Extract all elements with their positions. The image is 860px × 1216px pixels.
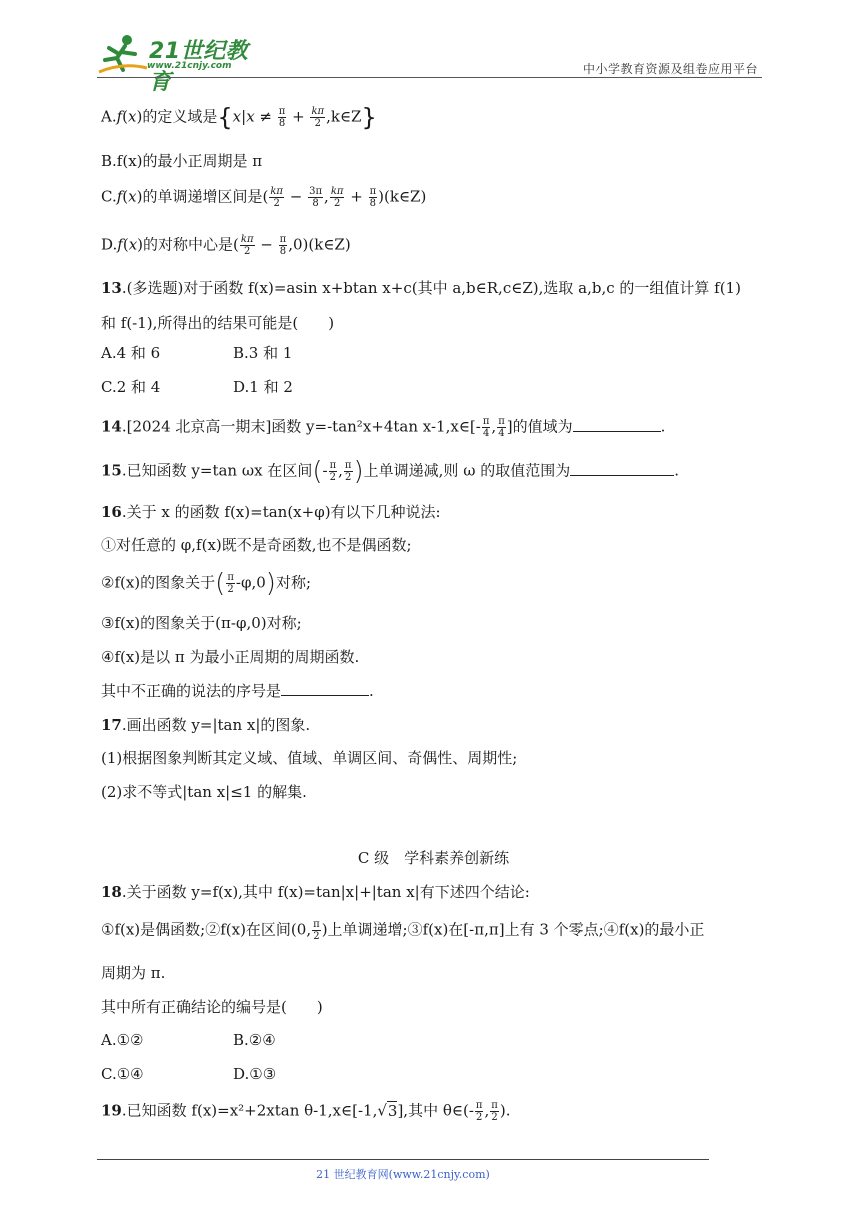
q16-number: 16: [101, 503, 122, 521]
q14: 14.[2024 北京高一期末]函数 y=-tan²x+4tan x-1,x∈[- $\frac{\pi}{4}$ , $\frac{\pi}{4}$ ]的值域为 .: [101, 416, 666, 439]
option-d-tail: ,0)(k∈Z): [288, 235, 351, 254]
q17-part-2: (2)求不等式|tan x|≤1 的解集.: [101, 783, 307, 801]
q18-conclusions: ①f(x)是偶函数;②f(x)在区间(0, $\frac{\pi}{2}$ )上单调递增;③f(x)在[-π,π]上有 3 个零点;④f(x)的最小正: [101, 919, 705, 942]
q17-part-1: (1)根据图象判断其定义域、值域、单调区间、奇偶性、周期性;: [101, 749, 518, 767]
q13-line2: 和 f(-1),所得出的结果可能是( ): [101, 314, 335, 332]
option-a-text: 的定义域是: [142, 107, 218, 126]
platform-name: 中小学教育资源及组卷应用平台: [582, 62, 758, 76]
footer-divider: [97, 1159, 709, 1160]
q18-option-d: D.①③: [233, 1065, 277, 1083]
q19-number: 19: [101, 1101, 122, 1120]
logo: [97, 32, 267, 95]
q18-option-c: C.①④: [101, 1065, 144, 1083]
option-c-tail: (k∈Z): [384, 187, 427, 206]
q19: 19.已知函数 f(x)=x²+2xtan θ-1,x∈[-1,√3],其中 θ∈(- $\frac{\pi}{2}$ , $\frac{\pi}{2}$ ).: [101, 1100, 511, 1123]
q12-option-d: D.f(x)的对称中心是( $\frac{k\pi}{2}$ − $\frac{\pi}{8}$ ,0)(k∈Z): [101, 234, 351, 257]
logo-url: www.21cnjy.com: [147, 61, 232, 71]
q15-number: 15: [101, 461, 122, 480]
q13-options-row1: [101, 343, 365, 363]
q13-option-c: C.2 和 4: [101, 378, 161, 396]
q17-intro: 17.画出函数 y=|tan x|的图象.: [101, 716, 311, 734]
q18-intro: 18.关于函数 y=f(x),其中 f(x)=tan|x|+|tan x|有下述四个结论:: [101, 883, 530, 901]
q18-option-b: B.②④: [233, 1031, 276, 1049]
option-d-text: 的对称中心是: [143, 235, 234, 254]
q18-line2: 周期为 π.: [101, 964, 166, 982]
option-a-condition: ,k∈Z: [326, 107, 362, 126]
q13-number: 13: [101, 279, 122, 297]
q18-ask: 其中所有正确结论的编号是( ): [101, 998, 323, 1016]
q18-options-row1: [101, 1030, 365, 1050]
q14-answer-blank[interactable]: [573, 417, 661, 432]
q13-options-row2: [101, 377, 365, 397]
frac-pi-8: $\frac{\pi}{8}$: [278, 106, 286, 129]
q13-option-b: B.3 和 1: [233, 344, 293, 362]
runner-logo-icon: [97, 32, 149, 76]
q14-number: 14: [101, 417, 122, 436]
sqrt-three: 3: [387, 1101, 398, 1120]
frac-kpi-2: $\frac{k\pi}{2}$: [311, 106, 325, 129]
q16-statement-1: ①对任意的 φ,f(x)既不是奇函数,也不是偶函数;: [101, 536, 412, 554]
q16-answer-blank[interactable]: [281, 681, 369, 696]
q13-option-a: A.4 和 6: [101, 344, 161, 362]
q15-answer-blank[interactable]: [570, 461, 674, 476]
option-a-label: A.: [101, 107, 117, 126]
q13-line1: 13.(多选题)对于函数 f(x)=asin x+btan x+c(其中 a,b∈R,c∈Z),选取 a,b,c 的一组值计算 f(1): [101, 279, 741, 297]
q17-number: 17: [101, 716, 122, 734]
q12-option-a: A.f(x)的定义域是{x|x ≠ $\frac{\pi}{8}$ + $\frac{k\pi}{2}$ ,k∈Z}: [101, 103, 377, 132]
q18-options-row2: [101, 1064, 365, 1084]
q16-ask: 其中不正确的说法的序号是 .: [101, 682, 374, 700]
q13-option-d: D.1 和 2: [233, 378, 293, 396]
header-divider: [97, 77, 762, 78]
q18-number: 18: [101, 883, 122, 901]
q16-statement-4: ④f(x)是以 π 为最小正周期的周期函数.: [101, 648, 360, 666]
q12-option-c: C.f(x)的单调递增区间是( $\frac{k\pi}{2}$ − $\frac{3\pi}{8}$ , $\frac{k\pi}{2}$ + $\frac{\pi}{8}$ )(k∈Z): [101, 186, 427, 209]
section-c-title: C 级 学科素养创新练: [357, 849, 510, 867]
q18-option-a: A.①②: [101, 1031, 144, 1049]
q15: 15.已知函数 y=tan ωx 在区间(- $\frac{\pi}{2}$ , $\frac{\pi}{2}$ )上单调递减,则 ω 的取值范围为 .: [101, 456, 679, 487]
q16-intro: 16.关于 x 的函数 f(x)=tan(x+φ)有以下几种说法:: [101, 503, 441, 521]
option-c-text: 的单调递增区间是: [142, 187, 263, 206]
q16-statement-3: ③f(x)的图象关于(π-φ,0)对称;: [101, 614, 302, 632]
footer-text: 21 世纪教育网(www.21cnjy.com): [316, 1168, 490, 1181]
page-header: [97, 32, 760, 95]
q12-option-b: B.f(x)的最小正周期是 π: [101, 152, 263, 170]
logo-text: 21世纪教育: [149, 39, 249, 95]
q16-statement-2: ②f(x)的图象关于( $\frac{\pi}{2}$ -φ,0)对称;: [101, 568, 312, 599]
